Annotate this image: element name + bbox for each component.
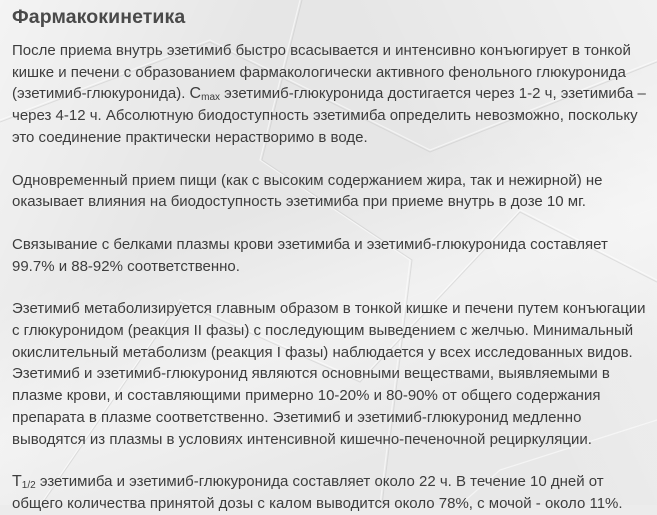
half-life-subscript: 1/2 [21, 480, 36, 492]
half-life-symbol: T [12, 473, 22, 491]
absorption-text-b: эзетимиб-глюкуронида достигается через 1-2 ч, эзетимиба – через 4-12 ч. Абсолютную биодоступность эзетимиба определить невозможно, поскольку это соединение практически нерастворимо в воде. [12, 85, 646, 146]
paragraph-protein-binding: Связывание с белками плазмы крови эзетимиба и эзетимиб-глюкуронида составляет 99.7% и 88-92% соответственно. [12, 235, 608, 275]
paragraph-food-effect: Одновременный прием пищи (как с высоким содержанием жира, так и нежирной) не оказывает влияния на биодоступность эзетимиба при приеме внутрь в дозе 10 мг. [12, 171, 603, 211]
section-title: Фармакокинетика [12, 6, 186, 28]
paragraph-absorption [12, 40, 648, 149]
absorption-text-a: После приема внутрь эзетимиб быстро всасывается и интенсивно конъюгирует в тонкой кишке и печени с образованием фармакологически активного фенольного глюкуронида (эзетимиб-глюкуронида). [12, 42, 631, 103]
paragraph-metabolism: Эзетимиб метаболизируется главным образом в тонкой кишке и печени путем конъюгации с глюкуронидом (реакция II фазы) с последующим выведением с желчью. Минимальный окислительный метаболизм (реакция I фазы) наблюдается у всех исследованных видов. Эзетимиб и эзетимиб-глюкуронид являются основными веществами, выявляемыми в плазме крови, и составляющими примерно 10-20% и 80-90% от общего содержания препарата в плазме соответственно. Эзетимиб и эзетимиб-глюкуронид медленно выводятся из плазмы в условиях интенсивной кишечно-печеночной рециркуляции. [12, 300, 646, 448]
cmax-subscript: max [201, 92, 221, 104]
cmax-symbol: C [189, 85, 202, 103]
paragraph-elimination [12, 471, 648, 514]
elimination-text: эзетимиба и эзетимиб-глюкуронида составляет около 22 ч. В течение 10 дней от общего количества принятой дозы с калом выводится около 78%, с мочой - около 11%. [12, 473, 623, 512]
article-section [12, 2, 648, 515]
